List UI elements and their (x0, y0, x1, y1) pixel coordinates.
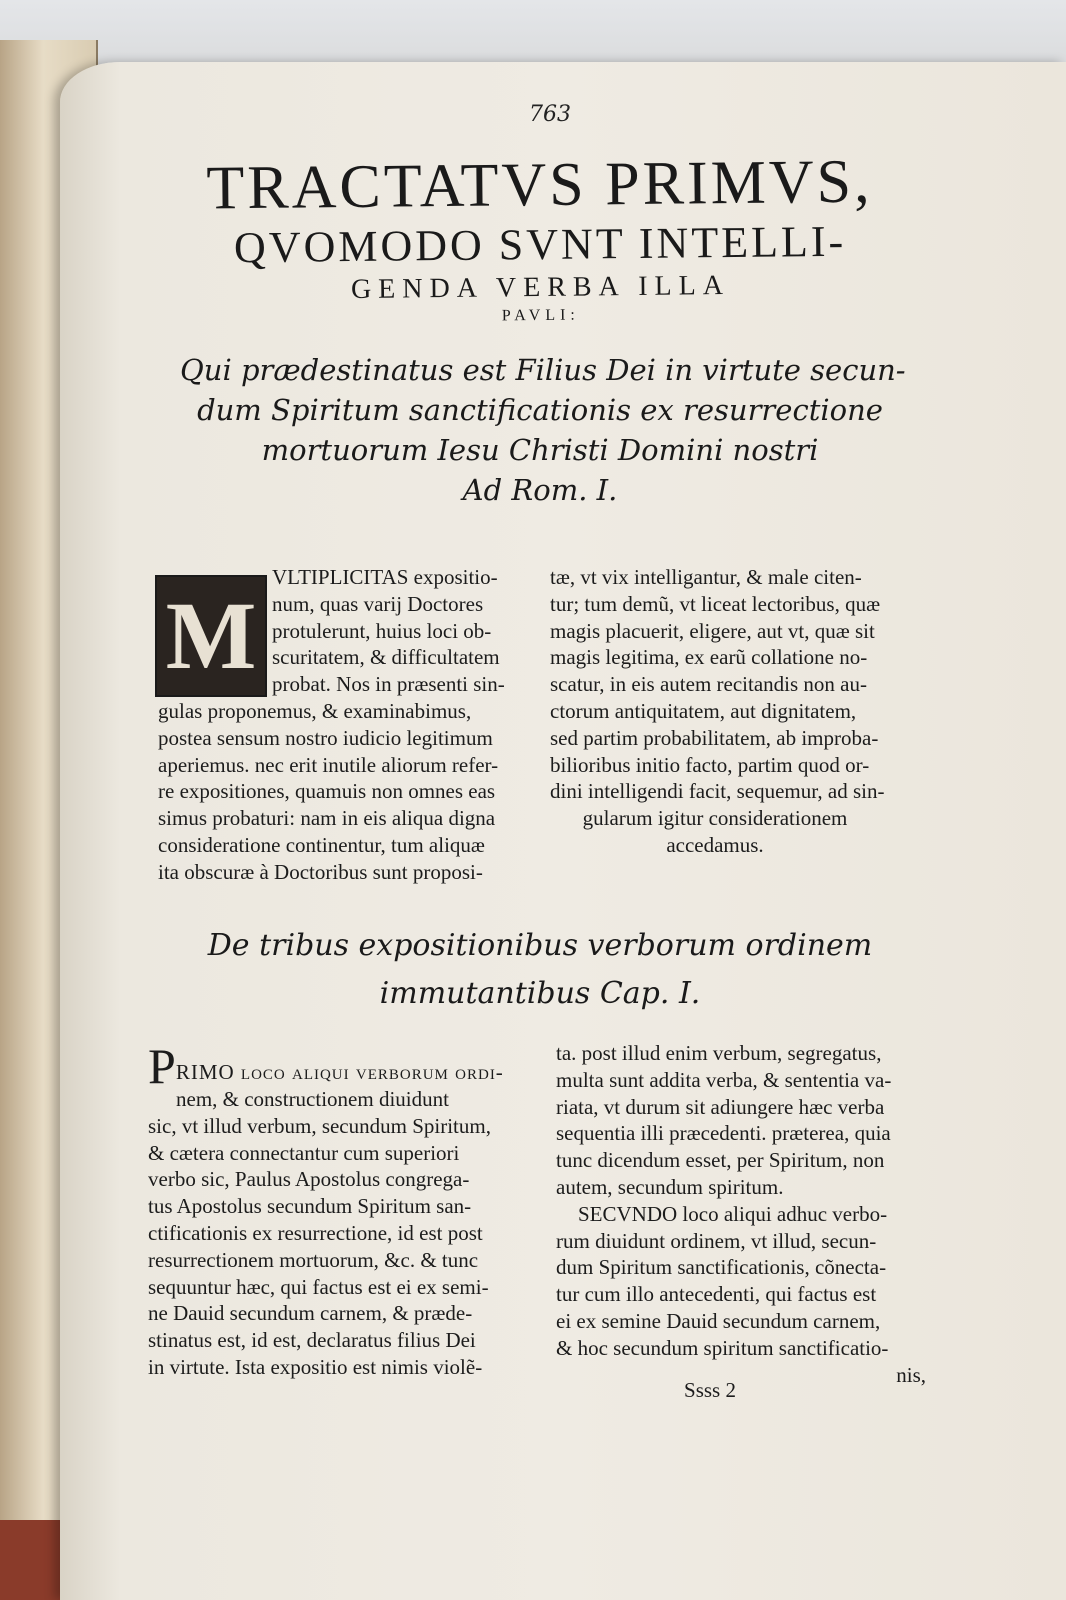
text-line: sic, vt illud verbum, secundum Spiritum, (148, 1113, 491, 1138)
chapter-heading-line-1: De tribus expositionibus verborum ordinem (207, 928, 873, 963)
text-line: ta. post illud enim verbum, segregatus, (556, 1041, 882, 1065)
text-line: ne Dauid secundum carnem, & præde- (148, 1301, 473, 1326)
verse-line-1: Qui prædestinatus est Filius Dei in virtute secun- (180, 353, 906, 387)
chapter-heading (180, 922, 900, 1018)
text-line: simus probaturi: nam in eis aliqua digna (158, 806, 496, 831)
text-line: stinatus est, id est, declaratus filius Dei (148, 1328, 476, 1353)
text-line (148, 1038, 558, 1094)
text-line: rum diuidunt ordinem, vt illud, secun- (556, 1228, 877, 1253)
text-line: magis placuerit, eligere, aut vt, quæ sit (550, 618, 875, 643)
text-line: bilioribus initio facto, partim quod or- (550, 752, 870, 777)
first-line-text: RIMO loco aliqui verborum ordi- (175, 1060, 504, 1084)
text-line: & cætera connectantur cum superiori (148, 1140, 460, 1165)
title-line-3: GENDA VERBA ILLA (350, 270, 731, 305)
text-line: tur cum illo antecedenti, qui factus est (556, 1282, 877, 1307)
text-line: multa sunt addita verba, & sententia va- (556, 1067, 892, 1092)
text-line: tur; tum demũ, vt liceat lectoribus, quæ (550, 591, 881, 616)
decorated-initial (155, 575, 267, 697)
text-line: re expositiones, quamuis non omnes eas (158, 779, 496, 804)
text-line: verbo sic, Paulus Apostolus congrega- (148, 1167, 470, 1192)
text-line: nis, (896, 1362, 926, 1387)
scripture-verse (180, 350, 906, 510)
verse-line-3: mortuorum Iesu Christi Domini nostri (261, 433, 819, 467)
text-line: tus Apostolus secundum Spiritum san- (148, 1194, 472, 1219)
text-line: dum Spiritum sanctificationis, cõnecta- (556, 1255, 887, 1280)
text-line: scatur, in eis autem recitandis non au- (550, 672, 867, 697)
text-line: SECVNDO loco aliqui adhuc verbo- (578, 1201, 888, 1226)
chapter-heading-line-2: immutantibus Cap. I. (379, 976, 701, 1011)
text-line: nem, & constructionem diuidunt (176, 1087, 449, 1111)
text-line: tæ, vt vix intelligantur, & male citen- (550, 565, 862, 589)
text-line: dini intelligendi facit, sequemur, ad sin- (550, 779, 885, 804)
text-line: ctificationis ex resurrectione, id est post (148, 1220, 483, 1245)
text-line: probat. Nos in præsenti sin- (272, 672, 505, 697)
text-line: sequuntur hæc, qui factus est ei ex semi- (148, 1274, 489, 1299)
text-line: sequentia illi præcedenti. præterea, quia (556, 1121, 891, 1146)
text-line: autem, secundum spiritum. (556, 1174, 784, 1199)
text-line: ctorum antiquitatem, aut dignitatem, (550, 698, 857, 723)
text-line: in virtute. Ista expositio est nimis violẽ- (148, 1354, 483, 1379)
page-number: 763 (529, 102, 571, 127)
chapter1-left-column (148, 1038, 558, 1381)
text-line: postea sensum nostro iudicio legitimum (158, 725, 493, 750)
intro-right-column (550, 564, 930, 859)
text-line: gulas proponemus, & examinabimus, (158, 698, 472, 723)
binding-edge (0, 1520, 60, 1600)
signature-mark: Ssss 2 (684, 1378, 736, 1402)
text-line: resurrectionem mortuorum, &c. & tunc (148, 1247, 479, 1272)
title-line-2: QVOMODO SVNT INTELLI- (233, 216, 847, 273)
chapter1-right-column (556, 1040, 936, 1388)
text-line: magis legitima, ex earũ collatione no- (550, 645, 868, 670)
text-line: num, quas varij Doctores (272, 591, 484, 616)
text-line: protulerunt, huius loci ob- (272, 618, 492, 643)
title-line-1: TRACTATVS PRIMVS, (206, 147, 873, 223)
text-line: tunc dicendum esset, per Spiritum, non (556, 1148, 885, 1173)
text-line: & hoc secundum spiritum sanctificatio- (556, 1335, 889, 1360)
text-line: scuritatem, & difficultatem (272, 645, 500, 670)
text-line: consideratione continentur, tum aliquæ (158, 832, 485, 857)
text-line: gularum igitur considerationem (582, 806, 848, 831)
verse-reference: Ad Rom. I. (462, 473, 618, 507)
text-line: ita obscuræ à Doctoribus sunt proposi- (158, 859, 483, 884)
text-line: aperiemus. nec erit inutile aliorum refer- (158, 752, 499, 777)
text-line: VLTIPLICITAS expositio- (272, 565, 498, 589)
chapter-initial: P (148, 1038, 176, 1094)
text-line: ei ex semine Dauid secundum carnem, (556, 1308, 881, 1333)
text-line: sed partim probabilitatem, ab improba- (550, 725, 879, 750)
treatise-title (129, 146, 951, 331)
decorated-initial-letter: M (165, 582, 257, 689)
text-line: riata, vt durum sit adiungere hæc verba (556, 1094, 885, 1119)
text-line: accedamus. (666, 832, 764, 857)
intro-left-column (158, 564, 562, 886)
verse-line-2: dum Spiritum sanctificationis ex resurrectione (197, 393, 883, 427)
title-line-4: PAVLI: (501, 306, 580, 325)
